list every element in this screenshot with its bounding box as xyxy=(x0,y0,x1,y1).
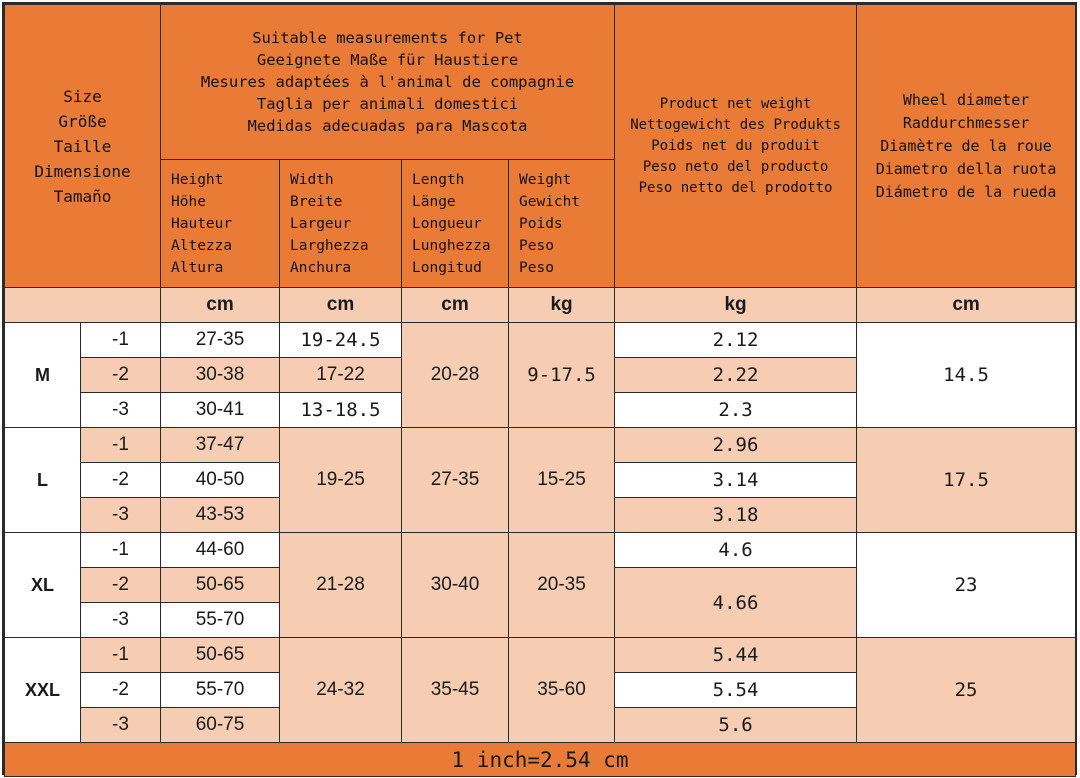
height-cell: 30-38 xyxy=(161,358,280,393)
inch-conversion-note: 1 inch=2.54 cm xyxy=(5,743,1076,777)
width-cell: 13-18.5 xyxy=(280,393,402,428)
variant-cell: -1 xyxy=(81,428,161,463)
variant-cell: -1 xyxy=(81,638,161,673)
weight-cell: 9-17.5 xyxy=(509,323,615,428)
weight-cell: 15-25 xyxy=(509,428,615,533)
net-weight-cell: 4.6 xyxy=(615,533,857,568)
net-weight-cell: 2.96 xyxy=(615,428,857,463)
size-unit-blank xyxy=(5,288,161,323)
size-label-l: L xyxy=(5,428,81,533)
height-unit: cm xyxy=(161,288,280,323)
net-weight-cell: 3.14 xyxy=(615,463,857,498)
variant-cell: -2 xyxy=(81,673,161,708)
variant-cell: -1 xyxy=(81,323,161,358)
size-label-m: M xyxy=(5,323,81,428)
length-unit: cm xyxy=(402,288,509,323)
height-cell: 30-41 xyxy=(161,393,280,428)
width-cell: 19-24.5 xyxy=(280,323,402,358)
variant-cell: -3 xyxy=(81,708,161,743)
net-weight-cell: 2.3 xyxy=(615,393,857,428)
wheel-cell: 23 xyxy=(857,533,1076,638)
height-cell: 44-60 xyxy=(161,533,280,568)
width-cell: 19-25 xyxy=(280,428,402,533)
height-cell: 55-70 xyxy=(161,673,280,708)
height-cell: 50-65 xyxy=(161,638,280,673)
net-weight-cell: 2.12 xyxy=(615,323,857,358)
variant-cell: -2 xyxy=(81,463,161,498)
height-cell: 40-50 xyxy=(161,463,280,498)
weight-unit: kg xyxy=(509,288,615,323)
wheel-unit: cm xyxy=(857,288,1076,323)
net-weight-unit: kg xyxy=(615,288,857,323)
size-table xyxy=(4,4,1076,777)
height-header: Height Höhe Hauteur Altezza Altura xyxy=(161,160,280,288)
length-cell: 27-35 xyxy=(402,428,509,533)
length-cell: 20-28 xyxy=(402,323,509,428)
size-header: Size Größe Taille Dimensione Tamaño xyxy=(5,5,161,288)
height-cell: 37-47 xyxy=(161,428,280,463)
wheel-diameter-header: Wheel diameter Raddurchmesser Diamètre de la roue Diametro della ruota Diámetro de la rueda xyxy=(857,5,1076,288)
weight-header: Weight Gewicht Poids Peso Peso xyxy=(509,160,615,288)
variant-cell: -2 xyxy=(81,568,161,603)
length-cell: 30-40 xyxy=(402,533,509,638)
variant-cell: -3 xyxy=(81,393,161,428)
wheel-cell: 14.5 xyxy=(857,323,1076,428)
width-cell: 24-32 xyxy=(280,638,402,743)
net-weight-cell: 3.18 xyxy=(615,498,857,533)
width-cell: 21-28 xyxy=(280,533,402,638)
height-cell: 55-70 xyxy=(161,603,280,638)
net-weight-cell: 2.22 xyxy=(615,358,857,393)
width-cell: 17-22 xyxy=(280,358,402,393)
weight-cell: 35-60 xyxy=(509,638,615,743)
size-label-xl: XL xyxy=(5,533,81,638)
height-cell: 50-65 xyxy=(161,568,280,603)
size-chart xyxy=(2,2,1077,775)
variant-cell: -3 xyxy=(81,498,161,533)
height-cell: 27-35 xyxy=(161,323,280,358)
pet-measurements-header: Suitable measurements for Pet Geeignete Maße für Haustiere Mesures adaptées à l'animal de compagnie Taglia per animali domestici Medidas adecuadas para Mascota xyxy=(161,5,615,160)
variant-cell: -1 xyxy=(81,533,161,568)
width-header: Width Breite Largeur Larghezza Anchura xyxy=(280,160,402,288)
variant-cell: -3 xyxy=(81,603,161,638)
length-header: Length Länge Longueur Lunghezza Longitud xyxy=(402,160,509,288)
net-weight-cell: 4.66 xyxy=(615,568,857,638)
height-cell: 43-53 xyxy=(161,498,280,533)
net-weight-cell: 5.44 xyxy=(615,638,857,673)
height-cell: 60-75 xyxy=(161,708,280,743)
wheel-cell: 25 xyxy=(857,638,1076,743)
width-unit: cm xyxy=(280,288,402,323)
net-weight-cell: 5.54 xyxy=(615,673,857,708)
length-cell: 35-45 xyxy=(402,638,509,743)
variant-cell: -2 xyxy=(81,358,161,393)
weight-cell: 20-35 xyxy=(509,533,615,638)
size-label-xxl: XXL xyxy=(5,638,81,743)
net-weight-header: Product net weight Nettogewicht des Produkts Poids net du produit Peso neto del producto Peso netto del prodotto xyxy=(615,5,857,288)
net-weight-cell: 5.6 xyxy=(615,708,857,743)
wheel-cell: 17.5 xyxy=(857,428,1076,533)
